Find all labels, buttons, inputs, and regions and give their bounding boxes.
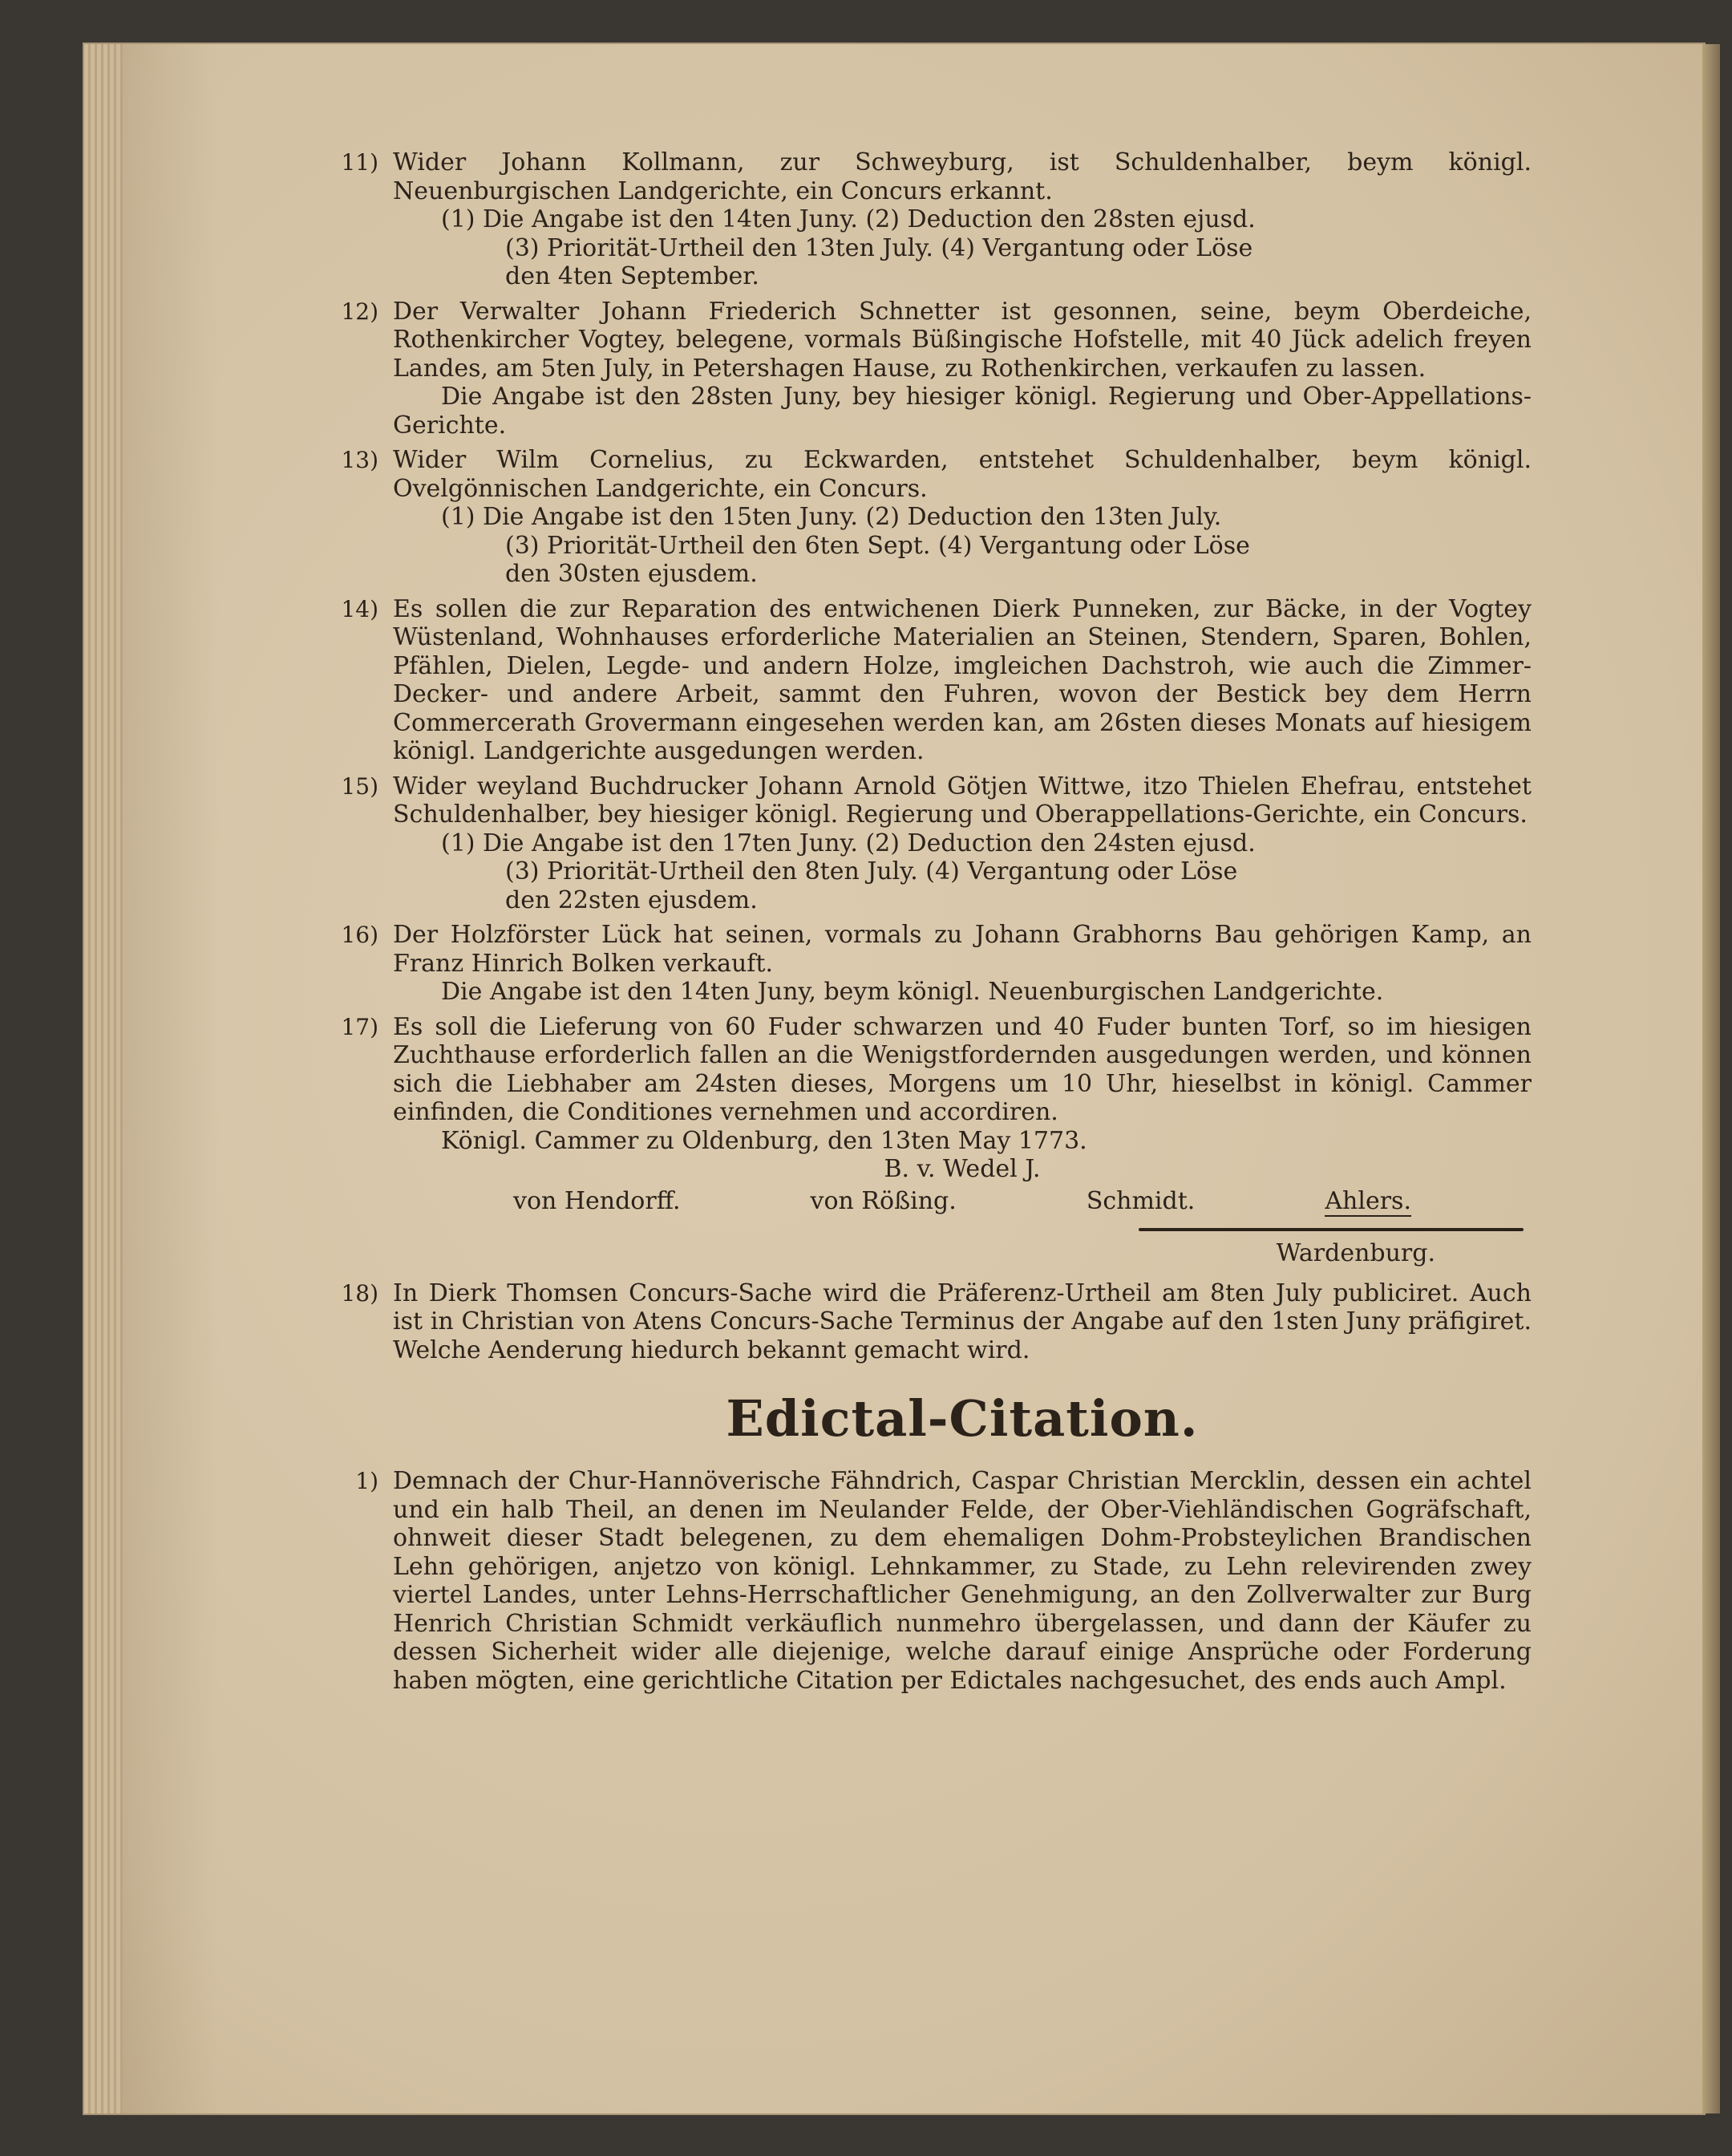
book-gutter xyxy=(1702,44,1720,2113)
entry-detail: (3) Priorität-Urtheil den 13ten July. (4) Vergantung oder Löse xyxy=(505,233,1253,262)
entry-detail: (1) Die Angabe ist den 15ten Juny. (2) Deduction den 13ten July. xyxy=(441,503,1222,531)
entry-text: Wider Johann Kollmann, zur Schweyburg, ist Schuldenhalber, beym königl. Neuenburgischen Landgerichte, ein Concurs erkannt. xyxy=(393,148,1532,205)
entry-detail: (1) Die Angabe ist den 14ten Juny. (2) Deduction den 28sten ejusd. xyxy=(441,205,1256,233)
signer: Ahlers. xyxy=(1325,1187,1411,1218)
entry-text: Es sollen die zur Reparation des entwichenen Dierk Punneken, zur Bäcke, in der Vogtey Wüstenland, Wohnhauses erforderliche Materialien an Steinen, Stendern, Sparen, Bohlen, Pfählen, Dielen, Legde- und andern Holze, imgleichen Dachstroh, wie auch die Zimmer-Decker- und andere Arbeit, sammt den Fuhren, wovon der Bestick bey dem Herrn Commercerath Grovermann eingesehen werden kan, am 26sten dieses Monats auf hiesigem königl. Landgerichte ausgedungen werden. xyxy=(393,594,1532,765)
entry-text: Der Holzförster Lück hat seinen, vormals zu Johann Grabhorns Bau gehörigen Kamp, an Franz Hinrich Bolken verkauft. xyxy=(393,921,1532,978)
entry-number: 11) xyxy=(341,149,378,176)
entry-detail: den 4ten September. xyxy=(505,262,759,290)
entry-text: In Dierk Thomsen Concurs-Sache wird die Präferenz-Urtheil am 8ten July publiciret. Auch ist in Christian von Atens Concurs-Sache Terminus der Angabe auf den 1sten Juny präfigiret. Welche Aenderung hiedurch bekannt gemacht wird. xyxy=(393,1279,1532,1364)
page-edge xyxy=(84,44,123,2113)
entry-detail: (3) Priorität-Urtheil den 6ten Sept. (4) Vergantung oder Löse xyxy=(505,531,1250,560)
entry-text: Der Verwalter Johann Friederich Schnetter ist gesonnen, seine, beym Oberdeiche, Rothenkircher Vogtey, belegene, vormals Büßingische Hofstelle, mit 40 Jück adelich freyen Landes, am 5ten July, in Petershagen Hause, zu Rothenkirchen, verkaufen zu lassen. xyxy=(393,297,1532,383)
section-place: Wardenburg. xyxy=(1276,1239,1435,1267)
entry-11 xyxy=(341,148,1532,291)
entry-17 xyxy=(341,1012,1532,1218)
entry-15 xyxy=(341,772,1532,915)
entry-text: Demnach der Chur-Hannöverische Fähndrich, Caspar Christian Mercklin, dessen ein achtel und ein halb Theil, an denen im Neulander Felde, der Ober-Viehländischen Gogräfschaft, ohnweit dieser Stadt belegenen, zu dem ehemaligen Dohm-Probsteylichen Brandischen Lehn gehörigen, anjetzo von königl. Lehnkammer, zu Stade, zu Lehn relevirenden zwey viertel Landes, unter Lehns-Herrschaftlicher Genehmigung, an den Zollverwalter zur Burg Henrich Christian Schmidt verkäuflich nunmehro übergelassen, und dann der Käufer zu dessen Sicherheit wider alle diejenige, welche darauf einige Ansprüche oder Forderung haben mögten, eine gerichtliche Citation per Edictales nachgesuchet, des ends auch Ampl. xyxy=(393,1467,1532,1695)
entry-number: 17) xyxy=(341,1013,378,1040)
entry-number: 1) xyxy=(355,1468,378,1494)
edictal-entry-1 xyxy=(355,1467,1532,1695)
section-divider xyxy=(1139,1228,1524,1231)
entry-14 xyxy=(341,594,1532,766)
entry-detail: den 22sten ejusdem. xyxy=(505,886,758,914)
document-text xyxy=(341,148,1532,1701)
signer: von Hendorff. xyxy=(513,1186,681,1215)
entry-text: Wider Wilm Cornelius, zu Eckwarden, entstehet Schuldenhalber, beym königl. Ovelgönnischen Landgerichte, ein Concurs. xyxy=(393,446,1532,503)
entry-number: 12) xyxy=(341,298,378,325)
entry-16 xyxy=(341,921,1532,1007)
entry-12 xyxy=(341,297,1532,440)
entry-note: Die Angabe ist den 28sten Juny, bey hiesiger königl. Regierung und Ober-Appellations-Gerichte. xyxy=(393,383,1532,440)
entry-number: 15) xyxy=(341,772,378,800)
entry-18 xyxy=(341,1279,1532,1365)
entry-13 xyxy=(341,446,1532,589)
closing-place-date: Königl. Cammer zu Oldenburg, den 13ten May 1773. xyxy=(441,1126,1087,1155)
page-shadow xyxy=(123,44,219,2113)
entry-text: Wider weyland Buchdrucker Johann Arnold Götjen Wittwe, itzo Thielen Ehefrau, entstehet Schuldenhalber, bey hiesiger königl. Regierung und Oberappellations-Gerichte, ein Concurs. xyxy=(393,772,1532,829)
signers-row xyxy=(393,1187,1532,1218)
section-heading: Edictal-Citation. xyxy=(726,1389,1199,1448)
signer-top: B. v. Wedel J. xyxy=(884,1155,1041,1183)
entry-note: Die Angabe ist den 14ten Juny, beym königl. Neuenburgischen Landgerichte. xyxy=(441,978,1384,1006)
signer: von Rößing. xyxy=(810,1186,957,1215)
entry-detail: (3) Priorität-Urtheil den 8ten July. (4) Vergantung oder Löse xyxy=(505,857,1238,886)
entry-number: 18) xyxy=(341,1279,378,1307)
entry-detail: den 30sten ejusdem. xyxy=(505,560,758,588)
entry-number: 13) xyxy=(341,447,378,473)
entry-number: 16) xyxy=(341,922,378,948)
entry-detail: (1) Die Angabe ist den 17ten Juny. (2) Deduction den 24sten ejusd. xyxy=(441,829,1256,857)
entry-number: 14) xyxy=(341,595,378,622)
entry-text: Es soll die Lieferung von 60 Fuder schwarzen und 40 Fuder bunten Torf, so im hiesigen Zuchthause erforderlich fallen an die Wenigstfordernden ausgedungen werden, und können sich die Liebhaber am 24sten dieses, Morgens um 10 Uhr, hieselbst in königl. Cammer einfinden, die Conditiones vernehmen und accordiren. xyxy=(393,1012,1532,1126)
signer: Schmidt. xyxy=(1086,1186,1196,1215)
